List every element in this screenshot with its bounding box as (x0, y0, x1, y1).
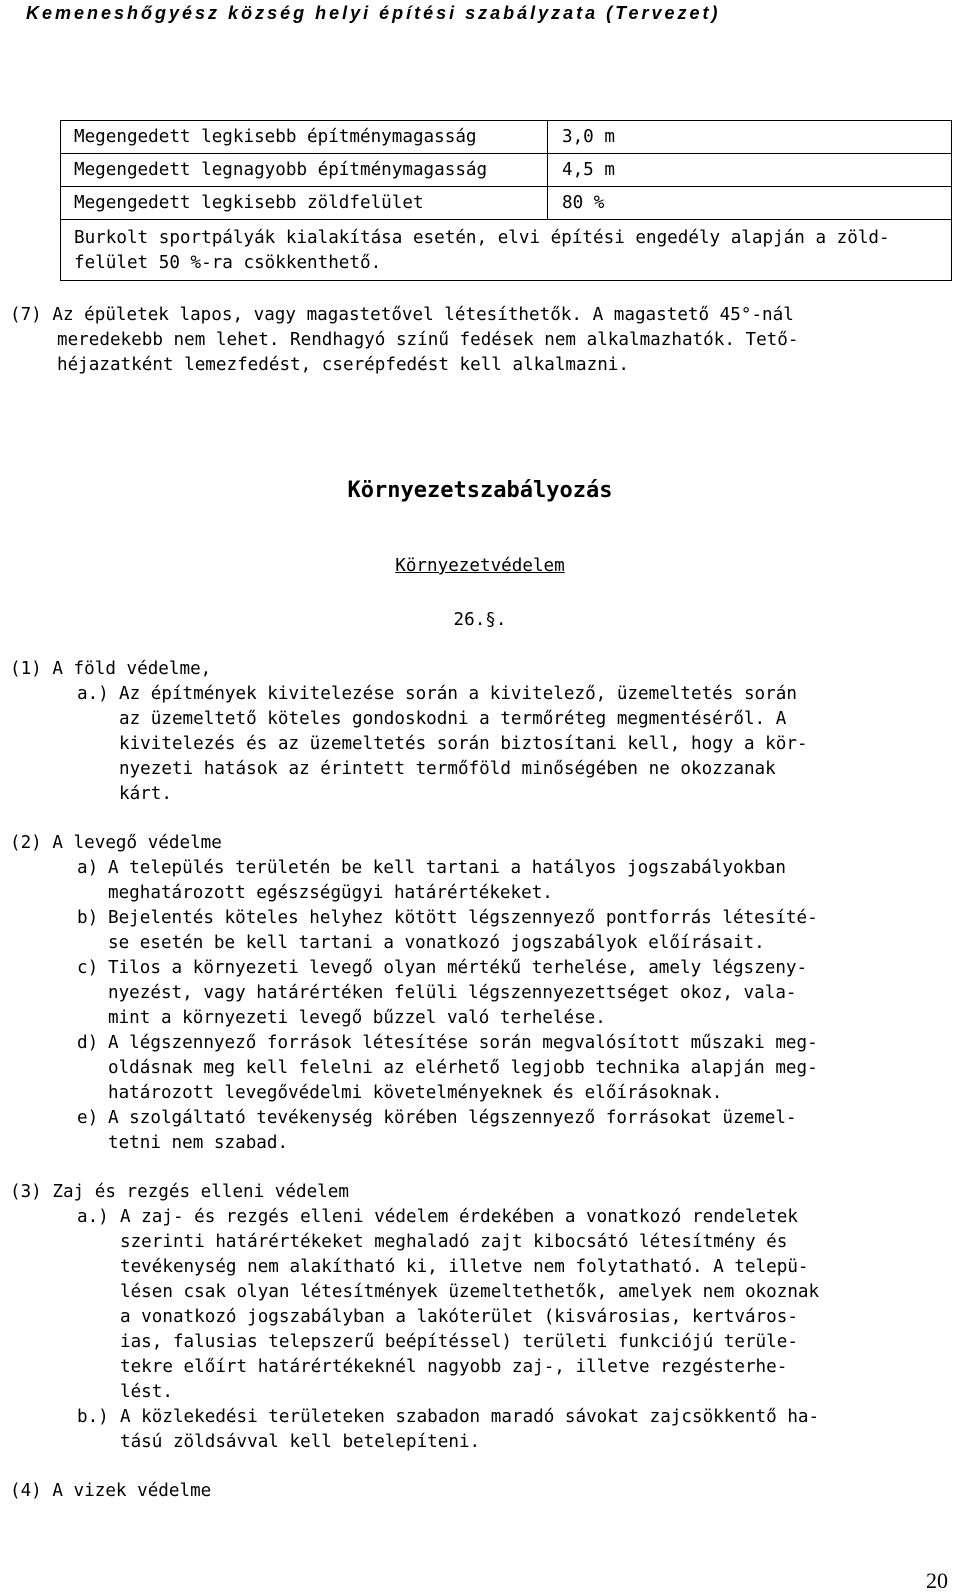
item-line: Bejelentés köteles helyhez kötött légszennyező pontforrás létesíté- (108, 908, 818, 928)
item-line: az üzemeltető köteles gondoskodni a termőréteg megmentéséről. A (119, 709, 787, 729)
item-line: A szolgáltató tevékenység körében légszennyező forrásokat üzemel- (108, 1108, 797, 1128)
table-cell-value: 80 % (562, 192, 605, 213)
item-marker: b.) (77, 1407, 109, 1427)
item-line: nyezést, vagy határértéken felüli légszennyezettséget okoz, vala- (108, 983, 797, 1003)
item-line: Tilos a környezeti levegő olyan mértékű terhelése, amely légszeny- (108, 958, 808, 978)
table-cell-value: 3,0 m (562, 126, 615, 147)
item-line: Az építmények kivitelezése során a kivitelező, üzemeltetés során (119, 684, 797, 704)
table-cell-label: Megengedett legkisebb zöldfelület (61, 187, 548, 219)
item-line: határozott levegővédelmi követelményeknek és előírásoknak. (108, 1083, 723, 1103)
table-cell-label: Megengedett legnagyobb építménymagasság (61, 154, 548, 186)
table-row (61, 187, 951, 220)
item-line: tetni nem szabad. (108, 1133, 289, 1153)
document-header: Kemeneshőgyész község helyi építési szabályzata (Tervezet) (26, 3, 721, 23)
subsection-heading-4: (4) A vizek védelme (10, 1481, 212, 1501)
item-marker: e) (77, 1108, 99, 1128)
item-line: A közlekedési területeken szabadon maradó sávokat zajcsökkentő ha- (120, 1407, 820, 1427)
section-title: Környezetszabályozás (347, 478, 613, 503)
item-marker: b) (77, 908, 99, 928)
subsection-title: Környezetvédelem (395, 556, 565, 576)
subsection-heading-1: (1) A föld védelme, (10, 659, 212, 679)
paragraph-number: 26.§. (453, 610, 507, 630)
item-marker: c) (77, 958, 99, 978)
item-marker: d) (77, 1033, 99, 1053)
item-line: szerinti határértékeket meghaladó zajt kibocsátó létesítmény és (120, 1232, 788, 1252)
item-line: oldásnak meg kell felelni az elérhető legjobb technika alapján meg- (108, 1058, 818, 1078)
parameters-table (60, 120, 952, 281)
item-marker: a) (77, 858, 99, 878)
item-line: se esetén be kell tartani a vonatkozó jogszabályok előírásait. (108, 933, 765, 953)
table-row (61, 154, 951, 187)
item-line: a vonatkozó jogszabályban a lakóterület (kisvárosias, kertváros- (120, 1307, 798, 1327)
table-merged-row (61, 220, 951, 280)
table-merged-line: felület 50 %-ra csökkenthető. (74, 253, 382, 273)
page-number: 20 (926, 1568, 948, 1593)
item-line: mint a környezeti levegő bűzzel való terhelése. (108, 1008, 606, 1028)
table-cell-label: Megengedett legkisebb építménymagasság (61, 121, 548, 153)
item-line: lést. (120, 1382, 173, 1402)
item-line: nyezeti hatások az érintett termőföld minőségében ne okozzanak (119, 759, 776, 779)
item-line: ias, falusias telepszerű beépítéssel) területi funkciójú terüle- (120, 1332, 798, 1352)
item-line: tekre előírt határértékeknél nagyobb zaj-, illetve rezgésterhe- (120, 1357, 788, 1377)
item-line: meghatározott egészségügyi határértékeket. (108, 883, 553, 903)
item-line: tású zöldsávval kell betelepíteni. (120, 1432, 481, 1452)
subsection-heading-3: (3) Zaj és rezgés elleni védelem (10, 1182, 349, 1202)
item-line: A település területén be kell tartani a hatályos jogszabályokban (108, 858, 786, 878)
item-line: kárt. (119, 784, 172, 804)
table-row (61, 121, 951, 154)
paragraph-7-line: (7) Az épületek lapos, vagy magastetővel létesíthetők. A magastető 45°-nál (10, 305, 794, 325)
table-merged-line: Burkolt sportpályák kialakítása esetén, elvi építési engedély alapján a zöld- (74, 228, 890, 248)
item-line: lésen csak olyan létesítmények üzemeltethetők, amelyek nem okoznak (120, 1282, 820, 1302)
item-marker: a.) (77, 1207, 109, 1227)
paragraph-7-line: héjazatként lemezfedést, cserépfedést kell alkalmazni. (57, 355, 629, 375)
item-line: tevékenység nem alakítható ki, illetve nem folytatható. A telepü- (120, 1257, 809, 1277)
subsection-heading-2: (2) A levegő védelme (10, 833, 222, 853)
item-line: A zaj- és rezgés elleni védelem érdekében a vonatkozó rendeletek (120, 1207, 798, 1227)
item-line: A légszennyező források létesítése során megvalósított műszaki meg- (108, 1033, 818, 1053)
paragraph-7-line: meredekebb nem lehet. Rendhagyó színű fedések nem alkalmazhatók. Tető- (57, 330, 799, 350)
item-marker: a.) (77, 684, 109, 704)
item-line: kivitelezés és az üzemeltetés során biztosítani kell, hogy a kör- (119, 734, 808, 754)
table-cell-value: 4,5 m (562, 159, 615, 180)
